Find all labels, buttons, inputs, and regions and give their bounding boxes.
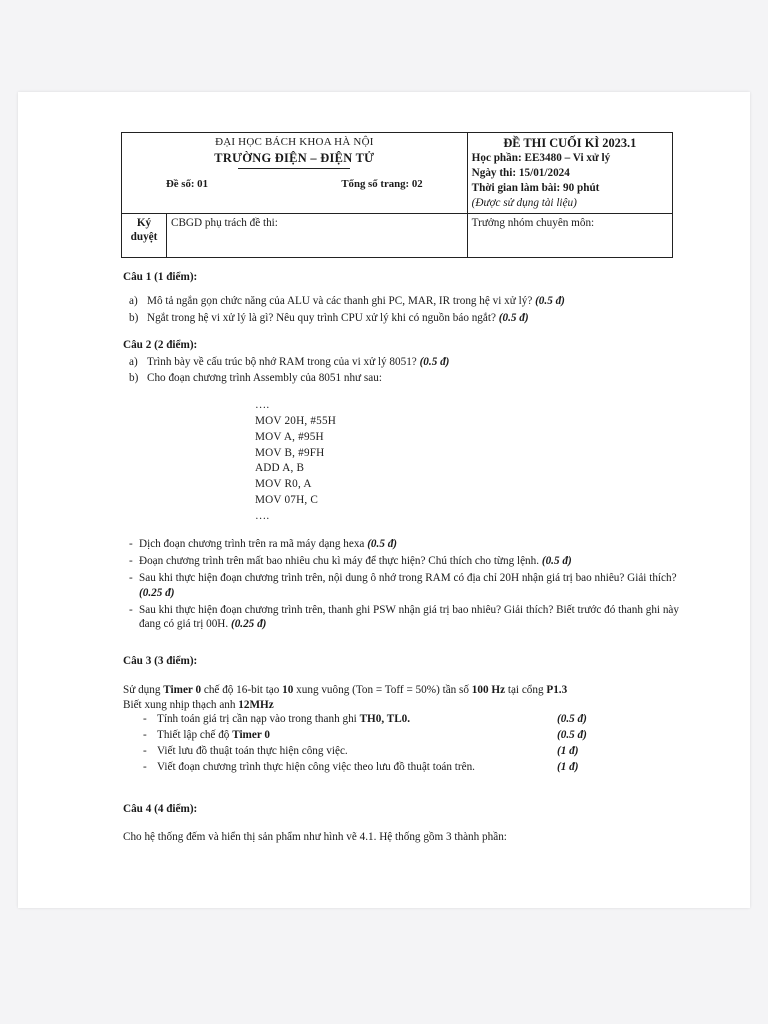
list-item: a) Mô tả ngắn gọn chức năng của ALU và các thanh ghi PC, MAR, IR trong hệ vi xử lý? (0.5 đ) — [129, 295, 565, 308]
code-line: ADD A, B — [255, 462, 305, 475]
list-item: - Đoạn chương trình trên mất bao nhiêu chu kì máy để thực hiện? Chú thích cho từng lệnh. (0.5 đ) — [129, 555, 572, 568]
task-row: - Viết đoạn chương trình thực hiện công việc theo lưu đồ thuật toán trên. (1 đ) — [143, 760, 579, 773]
question-3-intro: Sử dụng Timer 0 chế độ 16-bit tạo 10 xung vuông (Ton = Toff = 50%) tần số 100 Hz tại cổng P1.3 Biết xung nhịp thạch anh 12MHz — [123, 683, 568, 711]
assembly-code — [255, 398, 683, 523]
list-item: - Dịch đoạn chương trình trên ra mã máy dạng hexa (0.5 đ) — [129, 538, 398, 551]
question-4-title: Câu 4 (4 điểm): — [123, 802, 198, 815]
question-1-title: Câu 1 (1 điểm): — [123, 270, 198, 283]
exam-header-table — [121, 132, 673, 258]
code-line: MOV 20H, #55H — [255, 414, 337, 427]
header-right-cell — [467, 133, 672, 214]
list-item: - Sau khi thực hiện đoạn chương trình trên, nội dung ô nhớ trong RAM có địa chỉ 20H nhận giá trị bao nhiêu? Giải thích? (0.25 đ) — [129, 572, 677, 599]
code-line: MOV B, #9FH — [255, 446, 325, 459]
task-row: - Viết lưu đồ thuật toán thực hiện công việc. (1 đ) — [143, 745, 579, 758]
question-3-title: Câu 3 (3 điểm): — [123, 655, 198, 668]
header-left-cell — [122, 133, 468, 214]
exam-content — [123, 132, 683, 845]
code-line: …. — [255, 509, 270, 522]
question-1-items — [123, 294, 683, 326]
code-line: MOV 07H, C — [255, 493, 319, 506]
question-2-subitems — [123, 537, 683, 632]
exam-title: ĐỀ THI CUỐI KÌ 2023.1 — [503, 136, 637, 150]
question-4-intro: Cho hệ thống đếm và hiển thị sản phẩm như hình vẽ 4.1. Hệ thống gồm 3 thành phần: — [123, 831, 507, 844]
question-2-title: Câu 2 (2 điểm): — [123, 338, 198, 351]
question-3-body — [123, 683, 683, 776]
date-line: Ngày thi: 15/01/2024 — [471, 167, 570, 180]
task-row: - Thiết lập chế độ Timer 0 (0.5 đ) — [143, 729, 587, 742]
exam-page — [18, 92, 750, 908]
list-item: - Sau khi thực hiện đoạn chương trình trên, thanh ghi PSW nhận giá trị bao nhiêu? Giải thích? Biết trước đó thanh ghi này đang có giá trị 00H. (0.25 đ) — [129, 603, 679, 631]
total-pages: Tổng số trang: 02 — [341, 177, 423, 190]
list-item: a) Trình bày về cấu trúc bộ nhớ RAM trong của vi xử lý 8051? (0.5 đ) — [129, 355, 450, 368]
code-line: MOV A, #95H — [255, 430, 324, 443]
task-row: - Tính toán giá trị cần nạp vào trong thanh ghi TH0, TL0. (0.5 đ) — [143, 713, 587, 726]
sign-left: CBGD phụ trách đề thi: — [167, 213, 468, 257]
sign-label: Ký duyệt — [122, 213, 167, 257]
duration-line: Thời gian làm bài: 90 phút — [471, 181, 600, 194]
course-line: Học phần: EE3480 – Vi xử lý — [471, 152, 611, 165]
list-item: b) Ngắt trong hệ vi xử lý là gì? Nêu quy trình CPU xử lý khi có nguồn báo ngắt? (0.5 đ) — [129, 312, 529, 325]
code-line: MOV R0, A — [255, 478, 312, 491]
exam-code: Đề số: 01 — [166, 177, 208, 190]
code-line: …. — [255, 399, 270, 412]
materials-note: (Được sử dụng tài liệu) — [471, 196, 577, 209]
university-name: ĐẠI HỌC BÁCH KHOA HÀ NỘI — [215, 136, 374, 148]
question-2-items — [123, 355, 683, 387]
sign-right: Trưởng nhóm chuyên môn: — [467, 213, 672, 257]
question-3-tasks — [143, 712, 587, 775]
list-item: b) Cho đoạn chương trình Assembly của 8051 như sau: — [129, 372, 382, 385]
school-name: TRƯỜNG ĐIỆN – ĐIỆN TỬ — [214, 150, 375, 165]
